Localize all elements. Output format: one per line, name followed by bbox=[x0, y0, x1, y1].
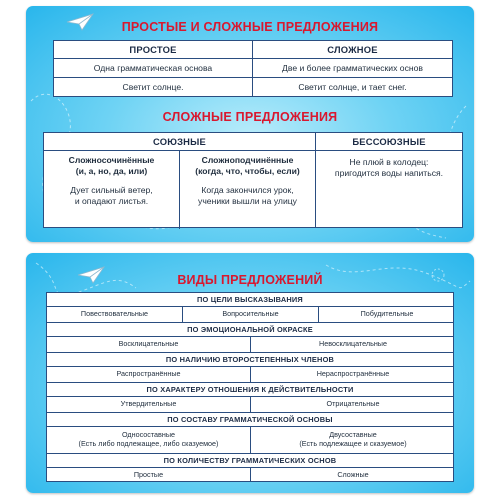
subtitle: СЛОЖНЫЕ ПРЕДЛОЖЕНИЯ bbox=[162, 110, 338, 124]
type-one-part bbox=[47, 427, 250, 453]
type-interrogative: Вопросительные bbox=[222, 309, 279, 319]
type-two-part bbox=[251, 427, 455, 453]
simple-example: Светит солнце. bbox=[122, 81, 184, 92]
compound-name: Сложносочинённые bbox=[68, 155, 155, 165]
type-non-extended: Нераспространённые bbox=[316, 369, 390, 379]
complex-sub-name: Сложноподчинённые bbox=[201, 155, 294, 165]
one-part-note: (Есть либо подлежащее, либо сказуемое) bbox=[78, 439, 219, 448]
two-part-note: (Есть подлежащее и сказуемое) bbox=[299, 439, 407, 448]
type-exclamatory: Восклицательные bbox=[118, 339, 179, 349]
complex-sub-example-line1: Когда закончился урок, bbox=[201, 185, 294, 196]
complex-sub-block bbox=[180, 155, 315, 207]
sentence-types-card bbox=[26, 253, 474, 493]
type-extended: Распространённые bbox=[116, 369, 181, 379]
compound-block bbox=[44, 155, 179, 207]
asyndetic-example-line1: Не плюй в колодец: bbox=[349, 157, 429, 167]
complex-sentences-table bbox=[43, 132, 463, 228]
type-non-exclamatory: Невосклицательные bbox=[319, 339, 387, 349]
complex-header: СЛОЖНОЕ bbox=[327, 44, 378, 55]
section-header-grammar-basis: ПО СОСТАВУ ГРАММАТИЧЕСКОЙ ОСНОВЫ bbox=[167, 415, 333, 424]
complex-example: Светит солнце, и тает снег. bbox=[298, 81, 407, 92]
compound-conjunctions: (и, а, но, да, или) bbox=[75, 165, 148, 176]
section-header-secondary-members: ПО НАЛИЧИЮ ВТОРОСТЕПЕННЫХ ЧЛЕНОВ bbox=[165, 355, 335, 364]
simple-vs-complex-table bbox=[53, 40, 453, 97]
section-header-purpose: ПО ЦЕЛИ ВЫСКАЗЫВАНИЯ bbox=[197, 295, 303, 304]
asyndetic-example-line2: пригодится воды напиться. bbox=[334, 167, 444, 178]
card-title: ВИДЫ ПРЕДЛОЖЕНИЙ bbox=[177, 273, 323, 287]
two-part-name: Двусоставные bbox=[329, 430, 377, 440]
type-negative: Отрицательные bbox=[326, 399, 380, 409]
complex-definition: Две и более грамматических основ bbox=[282, 62, 423, 73]
simple-definition: Одна грамматическая основа bbox=[93, 62, 213, 73]
asyndetic-block bbox=[316, 157, 462, 178]
type-imperative: Побудительные bbox=[360, 309, 414, 319]
complex-sub-conjunctions: (когда, что, чтобы, если) bbox=[195, 165, 300, 176]
simple-header: ПРОСТОЕ bbox=[129, 44, 177, 55]
type-affirmative: Утвердительные bbox=[120, 399, 177, 409]
section-header-emotion: ПО ЭМОЦИОНАЛЬНОЙ ОКРАСКЕ bbox=[187, 325, 313, 334]
section-header-basis-count: ПО КОЛИЧЕСТВУ ГРАММАТИЧЕСКИХ ОСНОВ bbox=[163, 456, 337, 465]
sentence-types-table bbox=[46, 292, 454, 482]
simple-complex-sentences-card bbox=[26, 6, 474, 242]
type-simple: Простые bbox=[133, 469, 164, 479]
section-header-reality: ПО ХАРАКТЕРУ ОТНОШЕНИЯ К ДЕЙСТВИТЕЛЬНОСТИ bbox=[146, 385, 354, 394]
compound-example-line1: Дует сильный ветер, bbox=[70, 185, 153, 196]
card-title: ПРОСТЫЕ И СЛОЖНЫЕ ПРЕДЛОЖЕНИЯ bbox=[121, 20, 379, 34]
complex-sub-example-line2: ученики вышли на улицу bbox=[198, 196, 297, 207]
conjunctive-header: СОЮЗНЫЕ bbox=[153, 136, 206, 147]
one-part-name: Односоставные bbox=[121, 430, 176, 440]
type-complex: Сложные bbox=[337, 469, 369, 479]
compound-example-line2: и опадают листья. bbox=[74, 196, 149, 207]
asyndetic-header: БЕССОЮЗНЫЕ bbox=[352, 136, 426, 147]
type-narrative: Повествовательные bbox=[80, 309, 149, 319]
